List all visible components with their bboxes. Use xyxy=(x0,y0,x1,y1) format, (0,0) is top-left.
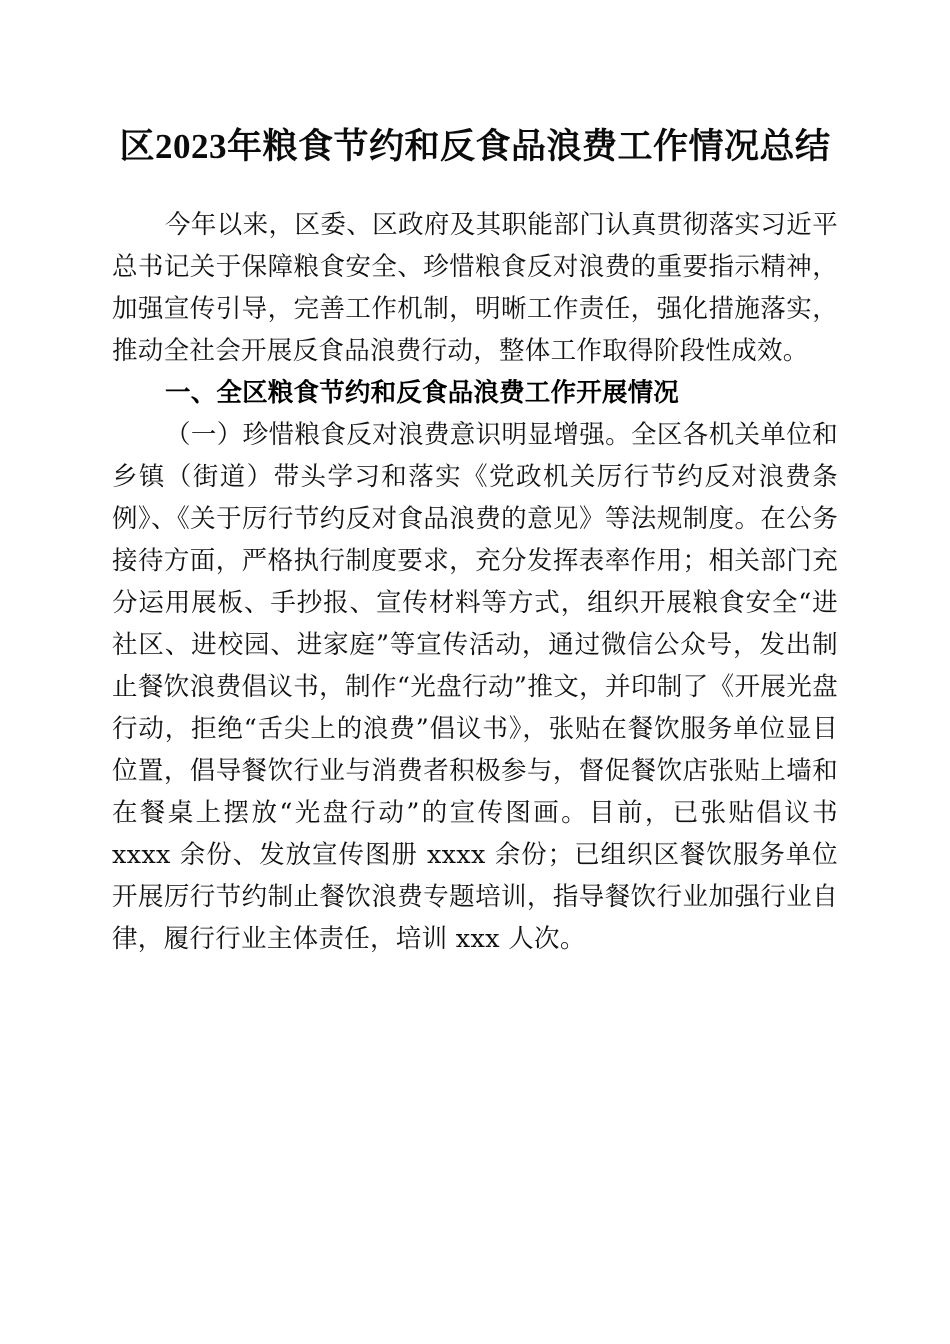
document-content xyxy=(112,0,838,960)
section-heading-1: 一、全区粮食节约和反食品浪费工作开展情况 xyxy=(165,379,680,407)
intro-paragraph: 今年以来，区委、区政府及其职能部门认真贯彻落实习近平总书记关于保障粮食安全、珍惜粮食反对浪费的重要指示精神，加强宣传引导，完善工作机制，明晰工作责任，强化措施落实，推动全社会开展反食品浪费行动，整体工作取得阶段性成效。 xyxy=(112,210,838,366)
document-body xyxy=(112,204,838,960)
page-title xyxy=(112,0,838,170)
page-title-line-2: 结 xyxy=(795,127,831,166)
page-title-line-1: 区2023年粮食节约和反食品浪费工作情况总 xyxy=(119,127,795,166)
subsection-1-paragraph: （一）珍惜粮食反对浪费意识明显增强。全区各机关单位和乡镇（街道）带头学习和落实《党政机关厉行节约反对浪费条例》、《关于厉行节约反对食品浪费的意见》等法规制度。在公务接待方面，严格执行制度要求，充分发挥表率作用；相关部门充分运用展板、手抄报、宣传材料等方式，组织开展粮食安全“进社区、进校园、进家庭”等宣传活动，通过微信公众号，发出制止餐饮浪费倡议书，制作“光盘行动”推文，并印制了《开展光盘行动，拒绝“舌尖上的浪费”倡议书》，张贴在餐饮服务单位显目位置，倡导餐饮行业与消费者积极参与，督促餐饮店张贴上墙和在餐桌上摆放“光盘行动”的宣传图画。目前，已张贴倡议书 xxxx 余份、发放宣传图册 xxxx 余份；已组织区餐饮服务单位开展厉行节约制止餐饮浪费专题培训，指导餐饮行业加强行业自律，履行行业主体责任，培训 xxx 人次。 xyxy=(112,420,838,954)
